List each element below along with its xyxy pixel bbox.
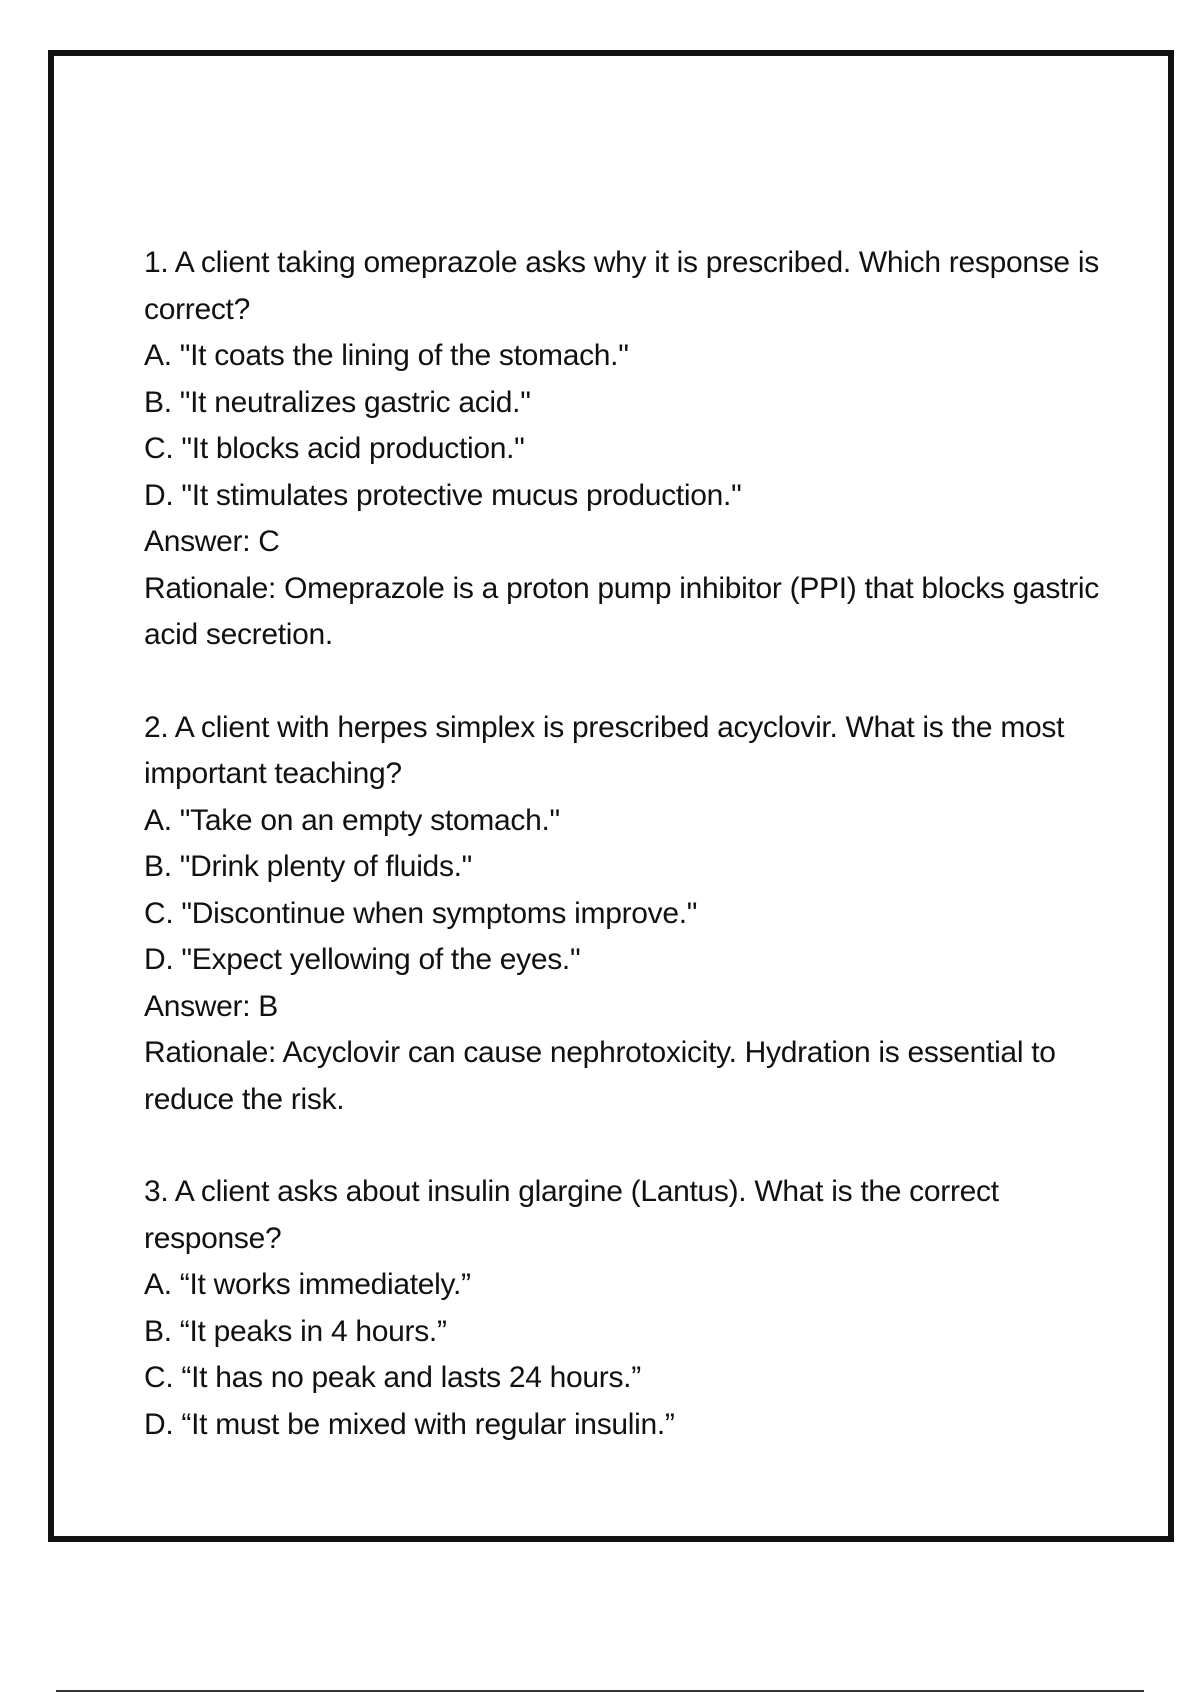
- question-stem: 1. A client taking omeprazole asks why it is prescribed. Which response is correct?: [144, 246, 1099, 326]
- option-d: D. "It stimulates protective mucus production.": [144, 478, 742, 512]
- question-block: [144, 240, 1104, 659]
- option-c: C. “It has no peak and lasts 24 hours.”: [144, 1361, 641, 1394]
- rationale: Rationale: Omeprazole is a proton pump inhibitor (PPI) that blocks gastric acid secretion.: [144, 571, 1099, 651]
- question-block: [144, 1169, 1104, 1448]
- rationale: Rationale: Acyclovir can cause nephrotoxicity. Hydration is essential to reduce the risk.: [144, 1036, 1056, 1116]
- question-stem: 3. A client asks about insulin glargine (Lantus). What is the correct response?: [144, 1175, 999, 1255]
- question-stem: 2. A client with herpes simplex is prescribed acyclovir. What is the most important teaching?: [144, 710, 1065, 790]
- option-b: B. "Drink plenty of fluids.": [144, 850, 473, 883]
- option-a: A. "It coats the lining of the stomach.": [144, 339, 629, 372]
- option-c: C. "Discontinue when symptoms improve.": [144, 896, 698, 930]
- option-a: A. “It works immediately.”: [144, 1268, 471, 1301]
- option-d: D. “It must be mixed with regular insulin.”: [144, 1407, 675, 1441]
- option-b: B. “It peaks in 4 hours.”: [144, 1314, 447, 1348]
- option-d: D. "Expect yellowing of the eyes.": [144, 943, 581, 976]
- answer: Answer: B: [144, 989, 279, 1023]
- quiz-content: [144, 240, 1104, 1448]
- option-a: A. "Take on an empty stomach.": [144, 803, 560, 837]
- option-c: C. "It blocks acid production.": [144, 432, 525, 465]
- question-block: [144, 705, 1104, 1124]
- option-b: B. "It neutralizes gastric acid.": [144, 385, 531, 419]
- answer: Answer: C: [144, 525, 280, 558]
- bottom-divider: [56, 1690, 1144, 1692]
